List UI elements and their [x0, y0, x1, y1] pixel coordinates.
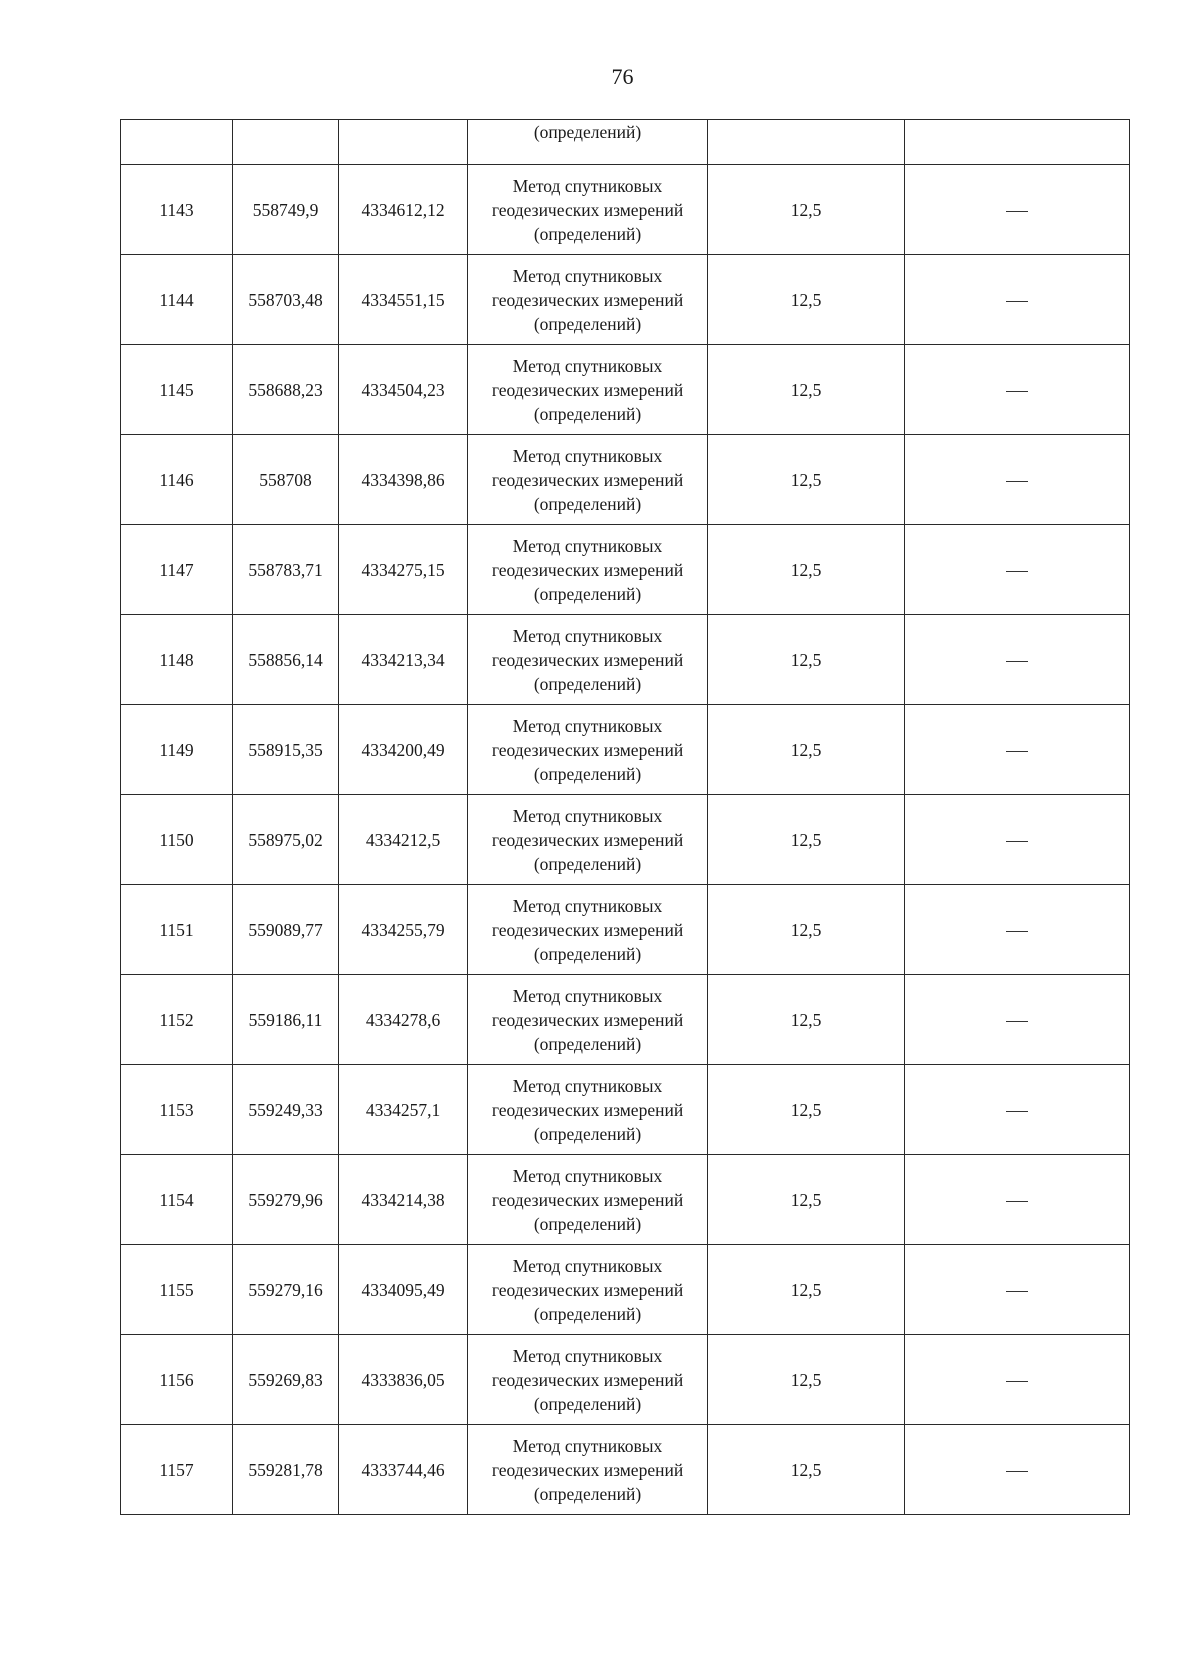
table-row: [121, 435, 1130, 525]
dash-mark: [1006, 1201, 1028, 1202]
cell-method: Метод спутниковых геодезических измерений (определений): [468, 885, 708, 975]
cell-point: 1147: [121, 525, 233, 615]
table-row: [121, 795, 1130, 885]
dash-mark: [1006, 391, 1028, 392]
dash-mark: [1006, 1111, 1028, 1112]
cell-method: Метод спутниковых геодезических измерений (определений): [468, 795, 708, 885]
coordinates-table-body: [121, 120, 1130, 1515]
dash-mark: [1006, 1291, 1028, 1292]
cell-point: 1155: [121, 1245, 233, 1335]
cell-accuracy: 12,5: [708, 435, 905, 525]
cell-x: 559281,78: [233, 1425, 339, 1515]
table-row: [121, 165, 1130, 255]
cell-x: 558856,14: [233, 615, 339, 705]
cell-x: 558703,48: [233, 255, 339, 345]
cell-method: Метод спутниковых геодезических измерений (определений): [468, 255, 708, 345]
coordinates-table: [120, 119, 1130, 1515]
cell-note: [905, 885, 1130, 975]
table-row: [121, 1245, 1130, 1335]
table-row: [121, 1335, 1130, 1425]
cell-note: [905, 435, 1130, 525]
cell-x: 559186,11: [233, 975, 339, 1065]
cell-note: [905, 345, 1130, 435]
cell-accuracy: 12,5: [708, 165, 905, 255]
cell-accuracy: 12,5: [708, 1155, 905, 1245]
cell-note: [905, 255, 1130, 345]
cell-point: 1156: [121, 1335, 233, 1425]
table-row: [121, 1155, 1130, 1245]
table-row: [121, 255, 1130, 345]
cell-y: 4334200,49: [339, 705, 468, 795]
cell-note: [905, 1335, 1130, 1425]
cell-method: Метод спутниковых геодезических измерений (определений): [468, 705, 708, 795]
dash-mark: [1006, 931, 1028, 932]
cell-accuracy: [708, 120, 905, 165]
cell-point: 1151: [121, 885, 233, 975]
dash-mark: [1006, 1021, 1028, 1022]
cell-accuracy: 12,5: [708, 345, 905, 435]
cell-x: [233, 120, 339, 165]
dash-mark: [1006, 571, 1028, 572]
cell-note: [905, 525, 1130, 615]
cell-accuracy: 12,5: [708, 255, 905, 345]
dash-mark: [1006, 841, 1028, 842]
dash-mark: [1006, 481, 1028, 482]
cell-y: 4334212,5: [339, 795, 468, 885]
dash-mark: [1006, 661, 1028, 662]
cell-x: 558783,71: [233, 525, 339, 615]
cell-y: 4334213,34: [339, 615, 468, 705]
cell-y: 4334214,38: [339, 1155, 468, 1245]
cell-note: [905, 795, 1130, 885]
cell-accuracy: 12,5: [708, 1245, 905, 1335]
cell-method: Метод спутниковых геодезических измерений (определений): [468, 1065, 708, 1155]
table-row: [121, 525, 1130, 615]
cell-accuracy: 12,5: [708, 975, 905, 1065]
cell-accuracy: 12,5: [708, 615, 905, 705]
cell-method: Метод спутниковых геодезических измерений (определений): [468, 615, 708, 705]
cell-x: 559279,16: [233, 1245, 339, 1335]
table-row: [121, 615, 1130, 705]
cell-note: [905, 975, 1130, 1065]
cell-y: 4334612,12: [339, 165, 468, 255]
dash-mark: [1006, 751, 1028, 752]
cell-method: Метод спутниковых геодезических измерений (определений): [468, 1155, 708, 1245]
cell-note: [905, 705, 1130, 795]
cell-point: 1149: [121, 705, 233, 795]
cell-method: Метод спутниковых геодезических измерений (определений): [468, 975, 708, 1065]
cell-y: 4334257,1: [339, 1065, 468, 1155]
continuation-row: [121, 120, 1130, 165]
cell-x: 559269,83: [233, 1335, 339, 1425]
cell-method: Метод спутниковых геодезических измерений (определений): [468, 345, 708, 435]
cell-note: [905, 1065, 1130, 1155]
table-row: [121, 975, 1130, 1065]
table-row: [121, 1425, 1130, 1515]
cell-x: 559089,77: [233, 885, 339, 975]
cell-y: 4333836,05: [339, 1335, 468, 1425]
cell-note: [905, 1425, 1130, 1515]
cell-y: 4333744,46: [339, 1425, 468, 1515]
cell-point: 1154: [121, 1155, 233, 1245]
cell-point: 1152: [121, 975, 233, 1065]
table-row: [121, 705, 1130, 795]
dash-mark: [1006, 1381, 1028, 1382]
cell-point: 1144: [121, 255, 233, 345]
cell-y: 4334398,86: [339, 435, 468, 525]
cell-point: 1145: [121, 345, 233, 435]
cell-y: 4334275,15: [339, 525, 468, 615]
cell-x: 558915,35: [233, 705, 339, 795]
cell-note: [905, 165, 1130, 255]
cell-method: Метод спутниковых геодезических измерений (определений): [468, 1245, 708, 1335]
cell-method: Метод спутниковых геодезических измерений (определений): [468, 435, 708, 525]
cell-y: [339, 120, 468, 165]
page-number: 76: [611, 64, 634, 89]
cell-method: Метод спутниковых геодезических измерений (определений): [468, 1335, 708, 1425]
cell-note: [905, 615, 1130, 705]
cell-y: 4334278,6: [339, 975, 468, 1065]
cell-point: [121, 120, 233, 165]
cell-accuracy: 12,5: [708, 795, 905, 885]
table-row: [121, 1065, 1130, 1155]
cell-x: 558708: [233, 435, 339, 525]
cell-point: 1146: [121, 435, 233, 525]
cell-y: 4334504,23: [339, 345, 468, 435]
table-row: [121, 345, 1130, 435]
dash-mark: [1006, 1471, 1028, 1472]
cell-accuracy: 12,5: [708, 1065, 905, 1155]
cell-accuracy: 12,5: [708, 705, 905, 795]
cell-x: 559249,33: [233, 1065, 339, 1155]
cell-y: 4334255,79: [339, 885, 468, 975]
cell-accuracy: 12,5: [708, 1335, 905, 1425]
cell-y: 4334551,15: [339, 255, 468, 345]
cell-x: 558749,9: [233, 165, 339, 255]
cell-point: 1157: [121, 1425, 233, 1515]
cell-note: [905, 1245, 1130, 1335]
cell-accuracy: 12,5: [708, 1425, 905, 1515]
cell-x: 559279,96: [233, 1155, 339, 1245]
cell-point: 1148: [121, 615, 233, 705]
dash-mark: [1006, 301, 1028, 302]
cell-note: [905, 120, 1130, 165]
cell-y: 4334095,49: [339, 1245, 468, 1335]
cell-x: 558975,02: [233, 795, 339, 885]
cell-accuracy: 12,5: [708, 525, 905, 615]
cell-note: [905, 1155, 1130, 1245]
cell-method: Метод спутниковых геодезических измерений (определений): [468, 165, 708, 255]
cell-method: (определений): [468, 120, 708, 165]
table-row: [121, 885, 1130, 975]
cell-method: Метод спутниковых геодезических измерений (определений): [468, 525, 708, 615]
cell-point: 1143: [121, 165, 233, 255]
cell-point: 1153: [121, 1065, 233, 1155]
cell-x: 558688,23: [233, 345, 339, 435]
cell-point: 1150: [121, 795, 233, 885]
dash-mark: [1006, 211, 1028, 212]
cell-accuracy: 12,5: [708, 885, 905, 975]
cell-method: Метод спутниковых геодезических измерений (определений): [468, 1425, 708, 1515]
